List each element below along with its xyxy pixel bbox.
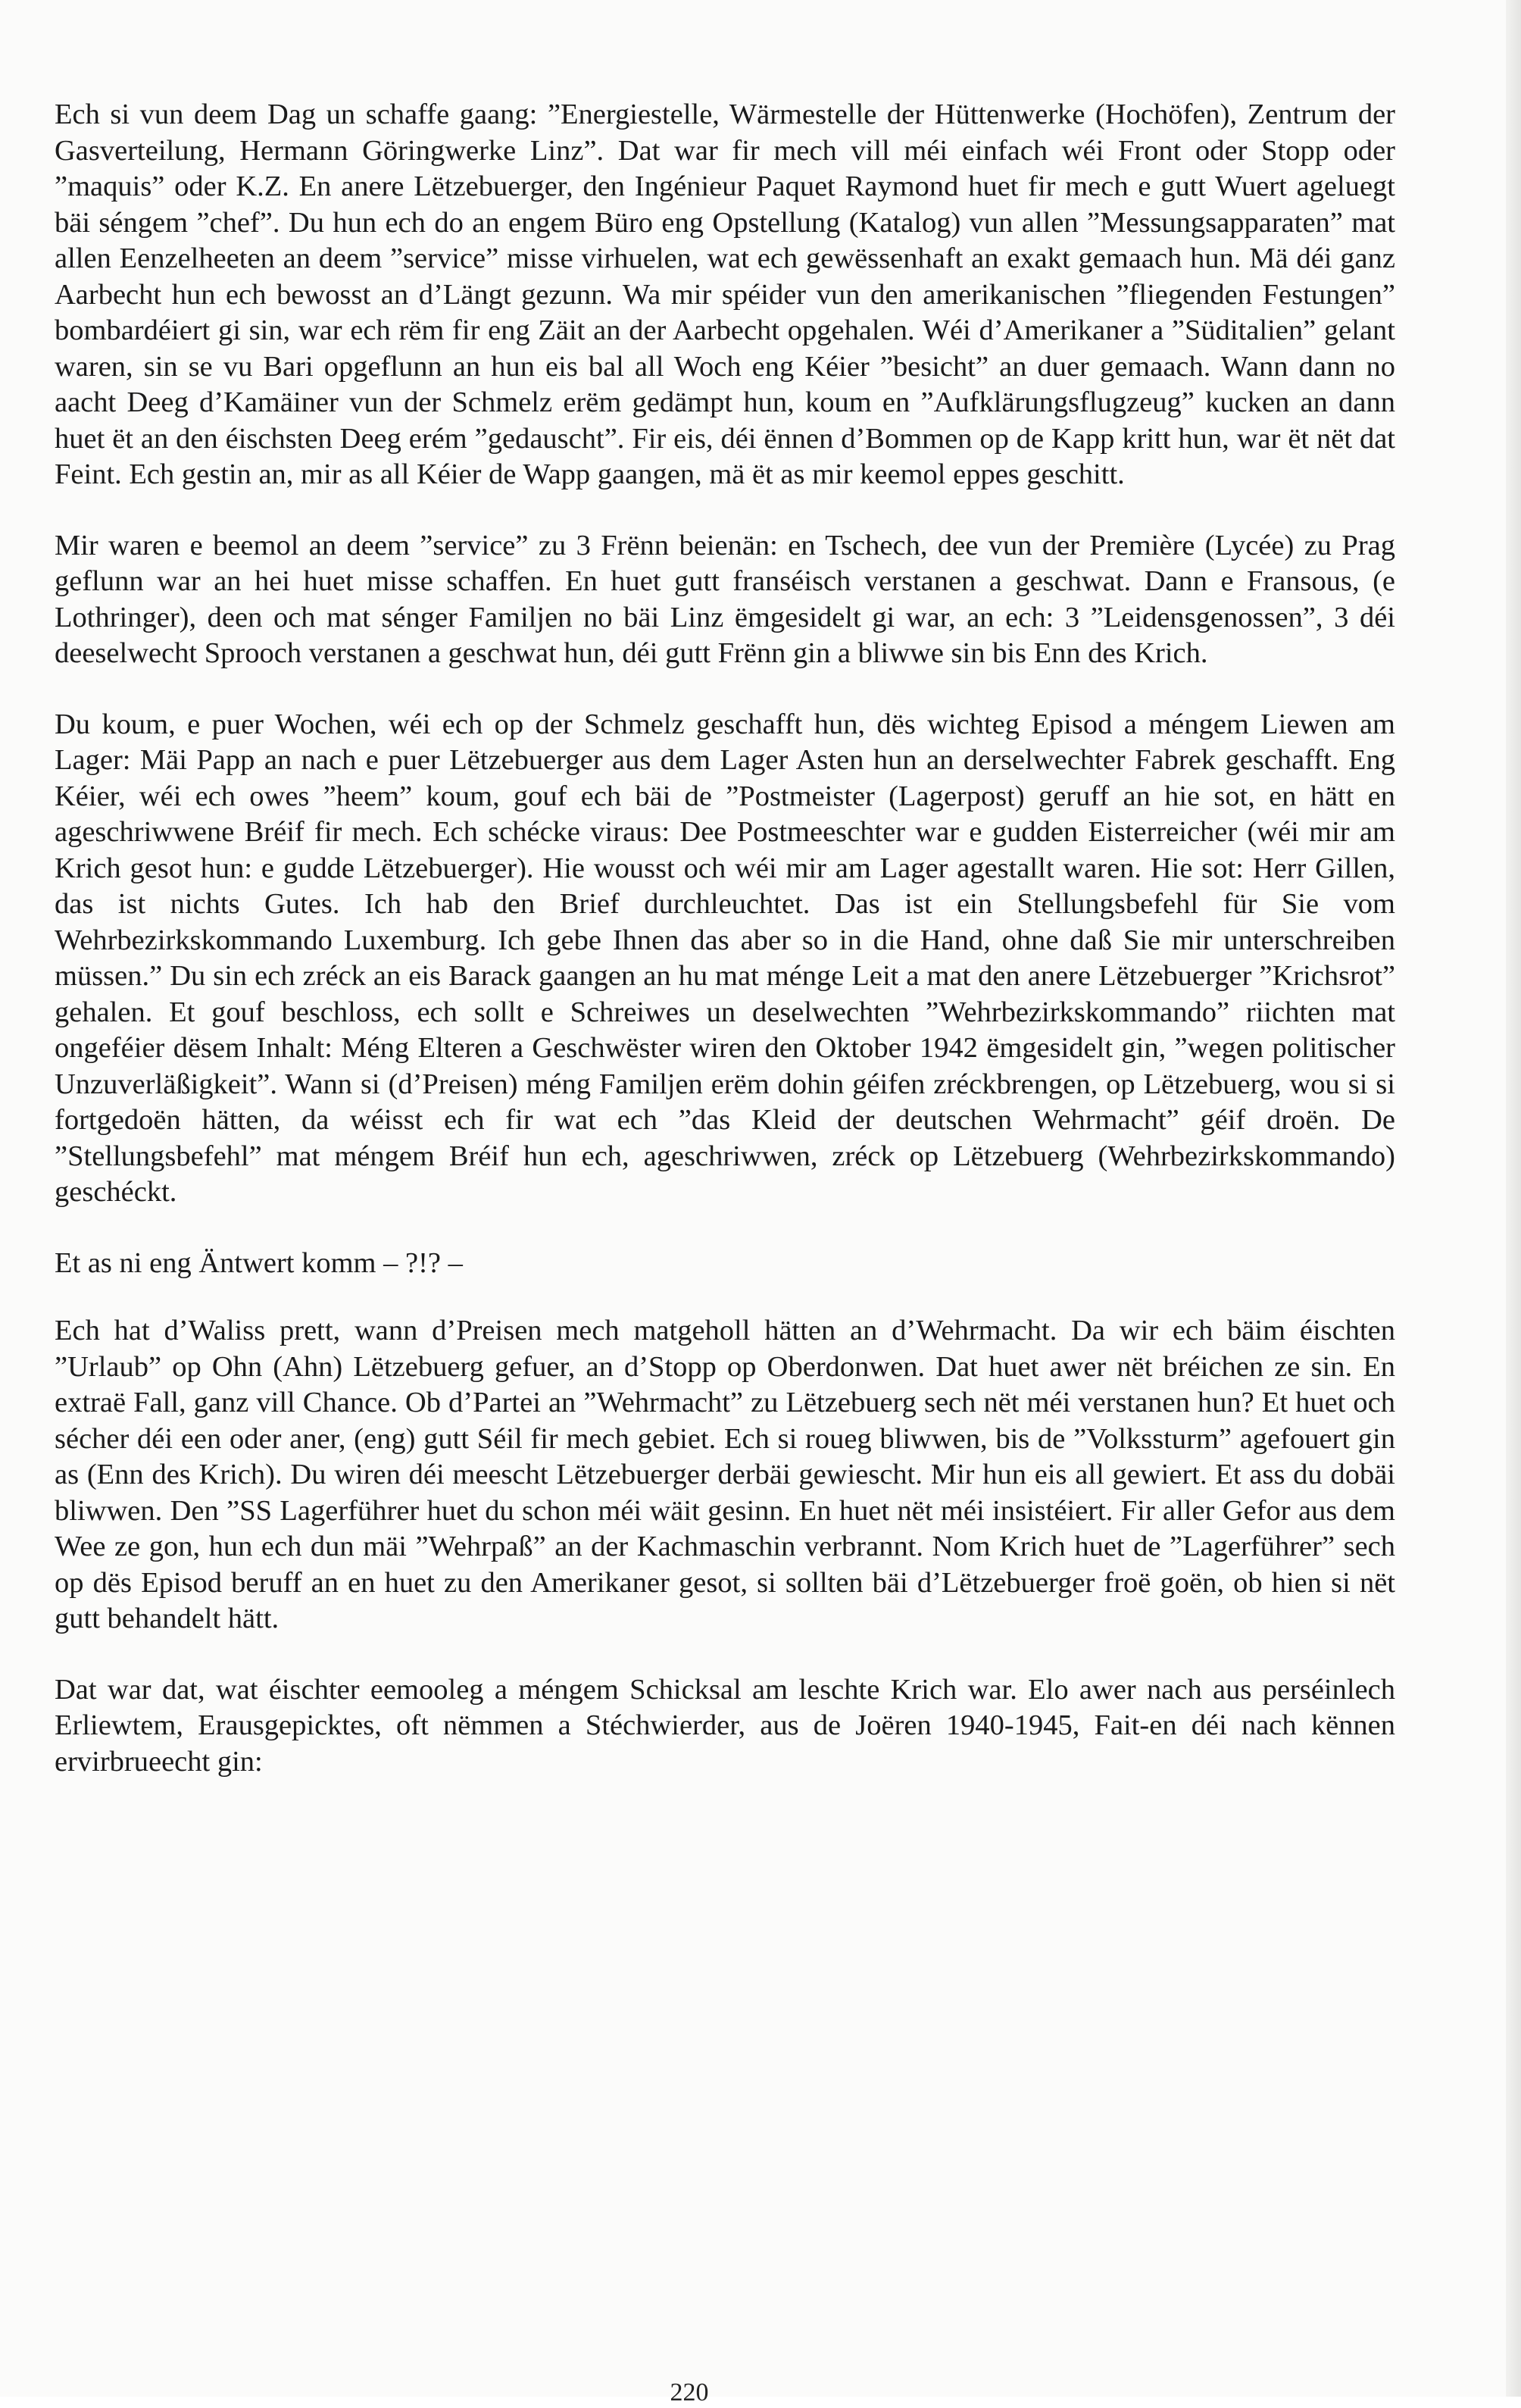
- paragraph-no-answer: Et as ni eng Äntwert komm – ?!? –: [55, 1246, 463, 1279]
- paragraph-three-friends: Mir waren e beemol an deem ”service” zu 3 Frënn beienän: en Tschech, dee vun der Première (Lycée) zu Prag geflunn war an hei huet misse schaffen. En huet gutt franséisch verstanen a geschwat. Dann e Fransous, (e Lothringer), deen och mat sénger Familjen no bäi Linz ëmgesidelt gi war, an ech: 3 ”Leidensgenossen”, 3 déi deeselwecht Sprooch verstanen a geschwat hun, déi gutt Frënn gin a bliwwe sin bis Enn des Krich.: [55, 529, 1395, 669]
- page-number: 220: [670, 2378, 709, 2406]
- body-text: [55, 97, 1395, 1815]
- paragraph-energiestelle: Ech si vun deem Dag un schaffe gaang: ”Energiestelle, Wärmestelle der Hüttenwerke (Hochöfen), Zentrum der Gasverteilung, Hermann Göringwerke Linz”. Dat war fir mech vill méi einfach wéi Front oder Stopp oder ”maquis” oder K.Z. En anere Lëtzebuerger, den Ingénieur Paquet Raymond huet fir mech e gutt Wuert ageluegt bäi séngem ”chef”. Du hun ech do an engem Büro eng Opstellung (Katalog) vun allen ”Messungsapparaten” mat allen Eenzelheeten an deem ”service” misse virhuelen, wat ech gewëssenhaft an exakt gemaach hun. Mä déi ganz Aarbecht hun ech bewosst an d’Längt gezunn. Wa mir spéider vun den amerikanischen ”fliegenden Festungen” bombardéiert gi sin, war ech rëm fir eng Zäit an der Aarbecht opgehalen. Wéi d’Amerikaner a ”Süditalien” gelant waren, sin se vu Bari opgeflunn an hun eis bal all Woch eng Kéier ”besicht” an duer gemaach. Wann dann no aacht Deeg d’Kamäiner vun der Schmelz erëm gedämpt hun, koum en ”Aufklärungsflugzeug” kucken an dann huet ët an den éischsten Deeg erém ”gedauscht”. Fir eis, déi ënnen d’Bommen op de Kapp kritt hun, war ët nët dat Feint. Ech gestin an, mir as all Kéier de Wapp gaangen, mä ët as mir keemol eppes geschitt.: [55, 99, 1395, 490]
- paragraph-waliss: Ech hat d’Waliss prett, wann d’Preisen mech matgeholl hätten an d’Wehrmacht. Da wir ech bäim éischten ”Urlaub” op Ohn (Ahn) Lëtzebuerg gefuer, an d’Stopp op Oberdonwen. Dat huet awer nët bréichen ze sin. En extraë Fall, ganz vill Chance. Ob d’Partei an ”Wehrmacht” zu Lëtzebuerg sech nët méi verstanen hun? Et huet och sécher déi een oder aner, (eng) gutt Séil fir mech gebiet. Ech si roueg bliwwen, bis de ”Volkssturm” agefouert gin as (Enn des Krich). Du wiren déi meescht Lëtzebuerger derbäi gewiescht. Mir hun eis all gewiert. Et ass du dobäi bliwwen. Den ”SS Lagerführer huet du schon méi wäit gesinn. En huet nët méi insistéiert. Fir aller Gefor aus dem Wee ze gon, hun ech dun mäi ”Wehrpaß” an der Kachmaschin verbrannt. Nom Krich huet de ”Lagerführer” sech op dës Episod beruff an en huet zu den Amerikaner gesot, si sollten bäi d’Lëtzebuerger froë goën, ob hien si nët gutt behandelt hätt.: [55, 1315, 1395, 1634]
- paragraph-conclusion: Dat war dat, wat éischter eemooleg a méngem Schicksal am leschte Krich war. Elo awer nach aus perséinlech Erliewtem, Erausgepicktes, oft nëmmen a Stéchwierder, aus de Joëren 1940-1945, Fait-en déi nach kënnen ervirbrueecht gin:: [55, 1673, 1395, 1778]
- paragraph-stellungsbefehl: Du koum, e puer Wochen, wéi ech op der Schmelz geschafft hun, dës wichteg Episod a méngem Liewen am Lager: Mäi Papp an nach e puer Lëtzebuerger aus dem Lager Asten hun an derselwechter Fabrek geschafft. Eng Kéier, wéi ech owes ”heem” koum, gouf ech bäi de ”Postmeister (Lagerpost) geruff an hie sot, en hätt en ageschriwwene Bréif fir mech. Ech schécke viraus: Dee Postmeeschter war e gudden Eisterreicher (wéi mir am Krich gesot hun: e gudde Lëtzebuerger). Hie wousst och wéi mir am Lager agestallt waren. Hie sot: Herr Gillen, das ist nichts Gutes. Ich hab den Brief durchleuchtet. Das ist ein Stellungsbefehl für Sie vom Wehrbezirkskommando Luxemburg. Ich gebe Ihnen das aber so in die Hand, ohne daß Sie mir unterschreiben müssen.” Du sin ech zréck an eis Barack gaangen an hu mat ménge Leit a mat den anere Lëtzebuerger ”Krichsrot” gehalen. Et gouf beschloss, ech sollt e Schreiwes un deselwechten ”Wehrbezirkskommando” riichten mat ongeféier dësem Inhalt: Méng Elteren a Geschwëster wiren den Oktober 1942 ëmgesidelt gin, ”wegen politischer Unzuverläßigkeit”. Wann si (d’Preisen) méng Familjen erëm dohin géifen zréckbrengen, op Lëtzebuerg, wou si si fortgedoën hätten, da wéisst ech fir wat ech ”das Kleid der deutschen Wehrmacht” géif droën. De ”Stellungsbefehl” mat méngem Bréif hun ech, ageschriwwen, zréck op Lëtzebuerg (Wehrbezirkskommando) geschéckt.: [55, 708, 1395, 1208]
